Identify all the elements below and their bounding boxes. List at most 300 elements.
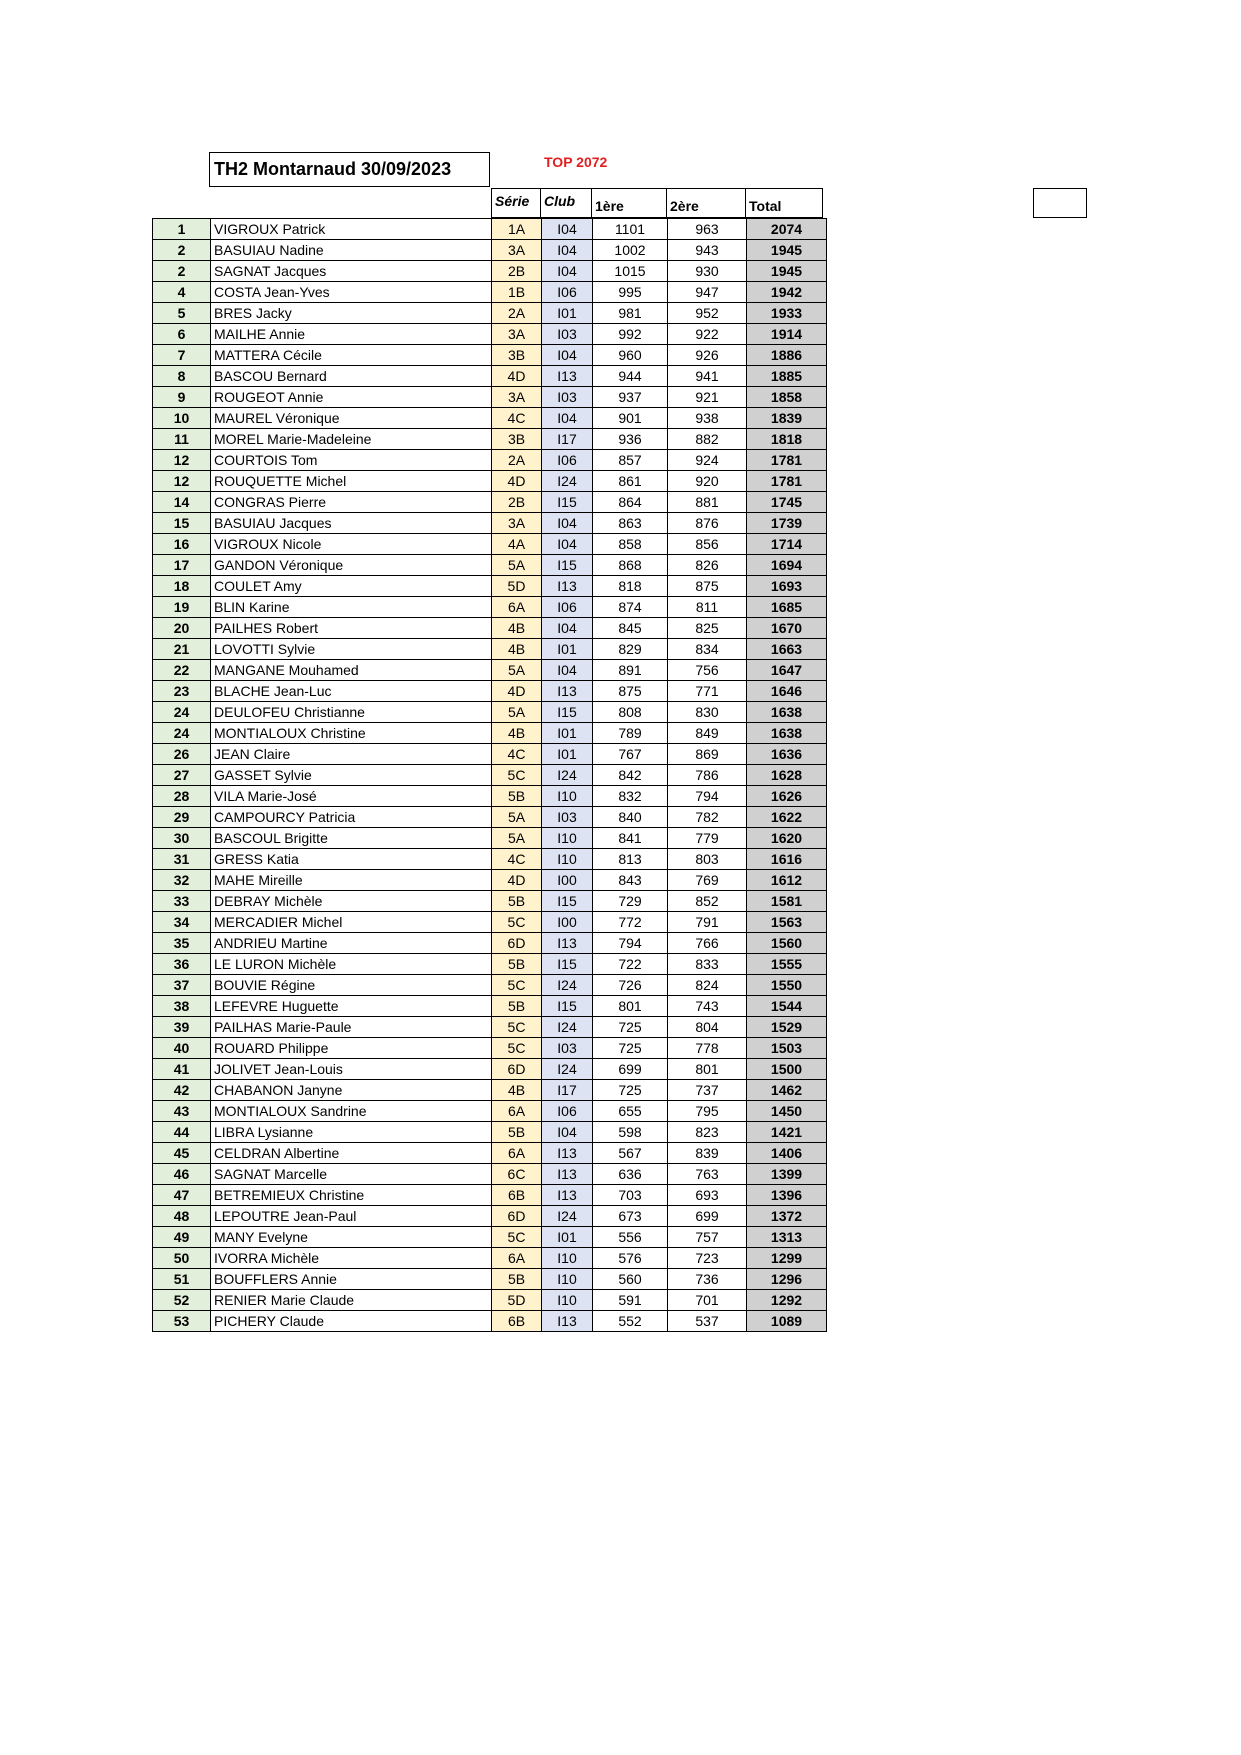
cell-total: 1462 [747, 1080, 827, 1101]
table-row [153, 660, 827, 681]
cell-second: 723 [668, 1248, 747, 1269]
cell-first: 891 [593, 660, 668, 681]
cell-name: BASCOU Bernard [211, 366, 492, 387]
cell-first: 725 [593, 1017, 668, 1038]
table-row [153, 639, 827, 660]
cell-total: 1646 [747, 681, 827, 702]
cell-total: 1555 [747, 954, 827, 975]
cell-club: I15 [542, 555, 593, 576]
cell-name: BOUVIE Régine [211, 975, 492, 996]
table-row [153, 1185, 827, 1206]
cell-club: I24 [542, 1206, 593, 1227]
cell-rank: 2 [153, 261, 211, 282]
cell-first: 960 [593, 345, 668, 366]
cell-name: PAILHAS Marie-Paule [211, 1017, 492, 1038]
cell-name: MAILHE Annie [211, 324, 492, 345]
cell-total: 1622 [747, 807, 827, 828]
cell-total: 1714 [747, 534, 827, 555]
cell-club: I04 [542, 1122, 593, 1143]
cell-serie: 4B [492, 723, 542, 744]
cell-rank: 46 [153, 1164, 211, 1185]
cell-total: 1781 [747, 471, 827, 492]
cell-total: 1739 [747, 513, 827, 534]
cell-name: ANDRIEU Martine [211, 933, 492, 954]
cell-second: 811 [668, 597, 747, 618]
cell-club: I10 [542, 1290, 593, 1311]
cell-serie: 5A [492, 660, 542, 681]
cell-second: 782 [668, 807, 747, 828]
cell-total: 1089 [747, 1311, 827, 1332]
cell-name: GRESS Katia [211, 849, 492, 870]
cell-rank: 30 [153, 828, 211, 849]
cell-rank: 50 [153, 1248, 211, 1269]
cell-second: 930 [668, 261, 747, 282]
cell-first: 841 [593, 828, 668, 849]
cell-second: 778 [668, 1038, 747, 1059]
cell-name: DEBRAY Michèle [211, 891, 492, 912]
cell-second: 824 [668, 975, 747, 996]
cell-rank: 33 [153, 891, 211, 912]
cell-total: 1839 [747, 408, 827, 429]
cell-serie: 5B [492, 1269, 542, 1290]
table-row [153, 1248, 827, 1269]
cell-total: 1636 [747, 744, 827, 765]
cell-first: 729 [593, 891, 668, 912]
cell-name: LE LURON Michèle [211, 954, 492, 975]
table-row [153, 1227, 827, 1248]
cell-club: I15 [542, 702, 593, 723]
cell-rank: 43 [153, 1101, 211, 1122]
cell-club: I04 [542, 408, 593, 429]
cell-serie: 5B [492, 996, 542, 1017]
cell-name: VIGROUX Nicole [211, 534, 492, 555]
cell-name: LIBRA Lysianne [211, 1122, 492, 1143]
cell-second: 926 [668, 345, 747, 366]
cell-serie: 6D [492, 933, 542, 954]
cell-serie: 2A [492, 450, 542, 471]
cell-first: 722 [593, 954, 668, 975]
cell-rank: 53 [153, 1311, 211, 1332]
table-row [153, 1038, 827, 1059]
cell-first: 995 [593, 282, 668, 303]
cell-rank: 8 [153, 366, 211, 387]
cell-serie: 4B [492, 618, 542, 639]
cell-first: 858 [593, 534, 668, 555]
cell-name: COULET Amy [211, 576, 492, 597]
cell-club: I24 [542, 975, 593, 996]
cell-name: DEULOFEU Christianne [211, 702, 492, 723]
table-row [153, 1290, 827, 1311]
cell-second: 701 [668, 1290, 747, 1311]
table-row [153, 891, 827, 912]
table-row [153, 408, 827, 429]
table-row [153, 681, 827, 702]
cell-name: RENIER Marie Claude [211, 1290, 492, 1311]
cell-rank: 15 [153, 513, 211, 534]
cell-second: 876 [668, 513, 747, 534]
cell-rank: 29 [153, 807, 211, 828]
column-header-total: Total [746, 188, 823, 218]
table-row [153, 555, 827, 576]
cell-rank: 7 [153, 345, 211, 366]
cell-serie: 6B [492, 1311, 542, 1332]
table-row [153, 975, 827, 996]
cell-second: 823 [668, 1122, 747, 1143]
cell-serie: 4D [492, 681, 542, 702]
cell-rank: 51 [153, 1269, 211, 1290]
cell-first: 591 [593, 1290, 668, 1311]
cell-first: 1101 [593, 219, 668, 240]
cell-second: 834 [668, 639, 747, 660]
cell-rank: 47 [153, 1185, 211, 1206]
cell-second: 537 [668, 1311, 747, 1332]
cell-club: I15 [542, 996, 593, 1017]
table-row [153, 618, 827, 639]
cell-rank: 4 [153, 282, 211, 303]
cell-first: 813 [593, 849, 668, 870]
cell-second: 769 [668, 870, 747, 891]
table-row [153, 1269, 827, 1290]
cell-first: 936 [593, 429, 668, 450]
cell-club: I04 [542, 261, 593, 282]
cell-serie: 6A [492, 1248, 542, 1269]
cell-club: I24 [542, 471, 593, 492]
table-row [153, 1017, 827, 1038]
cell-serie: 2A [492, 303, 542, 324]
cell-first: 726 [593, 975, 668, 996]
cell-rank: 17 [153, 555, 211, 576]
table-row [153, 261, 827, 282]
cell-total: 1296 [747, 1269, 827, 1290]
cell-rank: 5 [153, 303, 211, 324]
cell-club: I06 [542, 1101, 593, 1122]
cell-total: 1450 [747, 1101, 827, 1122]
cell-serie: 4D [492, 870, 542, 891]
cell-serie: 4C [492, 408, 542, 429]
cell-name: IVORRA Michèle [211, 1248, 492, 1269]
cell-second: 737 [668, 1080, 747, 1101]
cell-serie: 4D [492, 471, 542, 492]
cell-club: I04 [542, 219, 593, 240]
cell-rank: 10 [153, 408, 211, 429]
cell-total: 1421 [747, 1122, 827, 1143]
cell-name: ROUGEOT Annie [211, 387, 492, 408]
cell-name: MERCADIER Michel [211, 912, 492, 933]
cell-first: 636 [593, 1164, 668, 1185]
cell-total: 1693 [747, 576, 827, 597]
cell-club: I04 [542, 240, 593, 261]
cell-serie: 6A [492, 1101, 542, 1122]
cell-total: 1372 [747, 1206, 827, 1227]
cell-total: 1399 [747, 1164, 827, 1185]
cell-club: I10 [542, 786, 593, 807]
cell-club: I00 [542, 870, 593, 891]
cell-club: I04 [542, 534, 593, 555]
cell-name: MAUREL Véronique [211, 408, 492, 429]
cell-serie: 5C [492, 912, 542, 933]
cell-first: 992 [593, 324, 668, 345]
cell-club: I13 [542, 1185, 593, 1206]
cell-total: 1933 [747, 303, 827, 324]
cell-second: 794 [668, 786, 747, 807]
table-row [153, 1059, 827, 1080]
cell-serie: 5A [492, 702, 542, 723]
cell-club: I03 [542, 807, 593, 828]
cell-first: 598 [593, 1122, 668, 1143]
cell-club: I15 [542, 954, 593, 975]
cell-first: 655 [593, 1101, 668, 1122]
cell-total: 1885 [747, 366, 827, 387]
cell-name: CHABANON Janyne [211, 1080, 492, 1101]
cell-second: 693 [668, 1185, 747, 1206]
cell-first: 576 [593, 1248, 668, 1269]
cell-first: 944 [593, 366, 668, 387]
table-row [153, 744, 827, 765]
cell-club: I17 [542, 1080, 593, 1101]
table-row [153, 387, 827, 408]
cell-first: 772 [593, 912, 668, 933]
cell-first: 863 [593, 513, 668, 534]
table-row [153, 1206, 827, 1227]
cell-name: GANDON Véronique [211, 555, 492, 576]
cell-first: 801 [593, 996, 668, 1017]
cell-name: PICHERY Claude [211, 1311, 492, 1332]
cell-total: 1626 [747, 786, 827, 807]
table-row [153, 240, 827, 261]
cell-name: SAGNAT Marcelle [211, 1164, 492, 1185]
cell-serie: 6C [492, 1164, 542, 1185]
cell-club: I24 [542, 1059, 593, 1080]
cell-club: I15 [542, 891, 593, 912]
cell-club: I10 [542, 828, 593, 849]
results-table [152, 218, 827, 1332]
table-row [153, 597, 827, 618]
cell-second: 921 [668, 387, 747, 408]
cell-first: 868 [593, 555, 668, 576]
cell-total: 1638 [747, 702, 827, 723]
cell-name: LEFEVRE Huguette [211, 996, 492, 1017]
cell-rank: 32 [153, 870, 211, 891]
cell-serie: 5A [492, 828, 542, 849]
table-row [153, 492, 827, 513]
cell-first: 981 [593, 303, 668, 324]
cell-second: 736 [668, 1269, 747, 1290]
table-row [153, 219, 827, 240]
cell-rank: 18 [153, 576, 211, 597]
cell-first: 874 [593, 597, 668, 618]
cell-second: 699 [668, 1206, 747, 1227]
cell-serie: 5D [492, 1290, 542, 1311]
cell-name: BLACHE Jean-Luc [211, 681, 492, 702]
cell-serie: 5B [492, 1122, 542, 1143]
cell-rank: 22 [153, 660, 211, 681]
cell-rank: 42 [153, 1080, 211, 1101]
cell-serie: 1B [492, 282, 542, 303]
cell-serie: 5B [492, 786, 542, 807]
cell-total: 1529 [747, 1017, 827, 1038]
cell-name: ROUARD Philippe [211, 1038, 492, 1059]
cell-rank: 19 [153, 597, 211, 618]
cell-serie: 6D [492, 1059, 542, 1080]
cell-second: 779 [668, 828, 747, 849]
cell-name: CONGRAS Pierre [211, 492, 492, 513]
cell-name: BOUFFLERS Annie [211, 1269, 492, 1290]
cell-club: I13 [542, 933, 593, 954]
cell-second: 804 [668, 1017, 747, 1038]
table-row [153, 1101, 827, 1122]
cell-second: 803 [668, 849, 747, 870]
cell-club: I06 [542, 450, 593, 471]
cell-first: 703 [593, 1185, 668, 1206]
cell-second: 963 [668, 219, 747, 240]
cell-total: 1745 [747, 492, 827, 513]
column-header-club: Club [541, 188, 592, 218]
table-row [153, 870, 827, 891]
cell-rank: 26 [153, 744, 211, 765]
cell-club: I01 [542, 1227, 593, 1248]
cell-second: 757 [668, 1227, 747, 1248]
cell-first: 767 [593, 744, 668, 765]
cell-serie: 4B [492, 639, 542, 660]
cell-rank: 34 [153, 912, 211, 933]
cell-serie: 5C [492, 1017, 542, 1038]
cell-club: I13 [542, 681, 593, 702]
cell-rank: 11 [153, 429, 211, 450]
cell-second: 922 [668, 324, 747, 345]
cell-club: I00 [542, 912, 593, 933]
cell-rank: 40 [153, 1038, 211, 1059]
table-row [153, 534, 827, 555]
cell-serie: 5B [492, 891, 542, 912]
cell-name: BRES Jacky [211, 303, 492, 324]
table-row [153, 282, 827, 303]
cell-total: 1396 [747, 1185, 827, 1206]
cell-name: COURTOIS Tom [211, 450, 492, 471]
cell-second: 830 [668, 702, 747, 723]
cell-serie: 6B [492, 1185, 542, 1206]
cell-rank: 36 [153, 954, 211, 975]
cell-first: 842 [593, 765, 668, 786]
cell-first: 552 [593, 1311, 668, 1332]
cell-total: 1628 [747, 765, 827, 786]
cell-name: COSTA Jean-Yves [211, 282, 492, 303]
cell-first: 789 [593, 723, 668, 744]
cell-club: I24 [542, 1017, 593, 1038]
cell-total: 1612 [747, 870, 827, 891]
column-header-first: 1ère [592, 188, 667, 218]
cell-total: 1500 [747, 1059, 827, 1080]
cell-total: 1560 [747, 933, 827, 954]
cell-total: 1670 [747, 618, 827, 639]
column-header-second: 2ère [667, 188, 746, 218]
cell-serie: 5C [492, 975, 542, 996]
cell-club: I13 [542, 1164, 593, 1185]
table-row [153, 828, 827, 849]
cell-club: I06 [542, 597, 593, 618]
cell-name: LEPOUTRE Jean-Paul [211, 1206, 492, 1227]
cell-rank: 23 [153, 681, 211, 702]
cell-second: 766 [668, 933, 747, 954]
cell-serie: 2B [492, 261, 542, 282]
cell-total: 1945 [747, 240, 827, 261]
cell-rank: 48 [153, 1206, 211, 1227]
cell-club: I13 [542, 576, 593, 597]
cell-rank: 41 [153, 1059, 211, 1080]
cell-first: 556 [593, 1227, 668, 1248]
cell-serie: 4D [492, 366, 542, 387]
cell-name: SAGNAT Jacques [211, 261, 492, 282]
cell-name: MOREL Marie-Madeleine [211, 429, 492, 450]
cell-second: 869 [668, 744, 747, 765]
cell-second: 849 [668, 723, 747, 744]
table-row [153, 513, 827, 534]
table-row [153, 1164, 827, 1185]
cell-total: 1313 [747, 1227, 827, 1248]
cell-first: 875 [593, 681, 668, 702]
cell-total: 1550 [747, 975, 827, 996]
cell-second: 920 [668, 471, 747, 492]
cell-name: BASUIAU Jacques [211, 513, 492, 534]
table-row [153, 849, 827, 870]
cell-rank: 1 [153, 219, 211, 240]
cell-name: PAILHES Robert [211, 618, 492, 639]
cell-rank: 28 [153, 786, 211, 807]
table-row [153, 450, 827, 471]
table-row [153, 1143, 827, 1164]
cell-name: BLIN Karine [211, 597, 492, 618]
cell-serie: 3A [492, 240, 542, 261]
cell-rank: 9 [153, 387, 211, 408]
cell-second: 801 [668, 1059, 747, 1080]
cell-second: 791 [668, 912, 747, 933]
cell-second: 756 [668, 660, 747, 681]
cell-serie: 3B [492, 345, 542, 366]
cell-serie: 5D [492, 576, 542, 597]
cell-rank: 14 [153, 492, 211, 513]
cell-second: 875 [668, 576, 747, 597]
cell-club: I03 [542, 387, 593, 408]
cell-name: CAMPOURCY Patricia [211, 807, 492, 828]
cell-serie: 4C [492, 744, 542, 765]
cell-rank: 12 [153, 471, 211, 492]
cell-first: 1015 [593, 261, 668, 282]
cell-name: BETREMIEUX Christine [211, 1185, 492, 1206]
table-row [153, 912, 827, 933]
cell-second: 839 [668, 1143, 747, 1164]
cell-name: MATTERA Cécile [211, 345, 492, 366]
cell-club: I10 [542, 1269, 593, 1290]
table-row [153, 723, 827, 744]
cell-first: 567 [593, 1143, 668, 1164]
cell-serie: 3A [492, 513, 542, 534]
cell-total: 2074 [747, 219, 827, 240]
cell-first: 861 [593, 471, 668, 492]
cell-total: 1914 [747, 324, 827, 345]
cell-total: 1581 [747, 891, 827, 912]
cell-rank: 27 [153, 765, 211, 786]
cell-serie: 3A [492, 387, 542, 408]
cell-total: 1299 [747, 1248, 827, 1269]
cell-club: I06 [542, 282, 593, 303]
cell-club: I03 [542, 1038, 593, 1059]
cell-total: 1886 [747, 345, 827, 366]
table-row [153, 345, 827, 366]
column-header-row [491, 188, 823, 218]
table-row [153, 786, 827, 807]
cell-serie: 5C [492, 1038, 542, 1059]
empty-box [1033, 188, 1087, 218]
column-header-serie: Série [491, 188, 541, 218]
